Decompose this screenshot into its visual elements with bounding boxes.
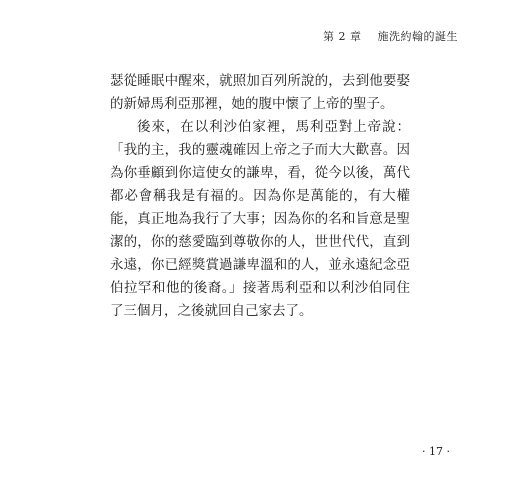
page-number: · 17 · (422, 445, 450, 458)
paragraph: 後來，在以利沙伯家裡，馬利亞對上帝說：「我的主，我的靈魂確因上帝之子而大大歡喜。因為你垂顧到你這使女的謙卑，看，從今以後，萬代都必會稱我是有福的。因為你是萬能的，有大權能，真正地為我行了大事；因為你的名和旨意是聖潔的，你的慈愛臨到尊敬你的人，世世代代，直到永遠，你已經獎賞過謙卑溫和的人，並永遠紀念亞伯拉罕和他的後裔。」接著馬利亞和以利沙伯同住了三個月，之後就回自己家去了。 (110, 119, 410, 319)
running-header (323, 28, 458, 44)
chapter-number: 第 2 章 (323, 30, 362, 43)
chapter-title: 施洗約翰的誕生 (377, 30, 458, 43)
body-text (110, 70, 410, 323)
paragraph: 瑟從睡眠中醒來，就照加百列所說的，去到他要娶的新婦馬利亞那裡，她的腹中懷了上帝的聖子。 (110, 73, 410, 112)
